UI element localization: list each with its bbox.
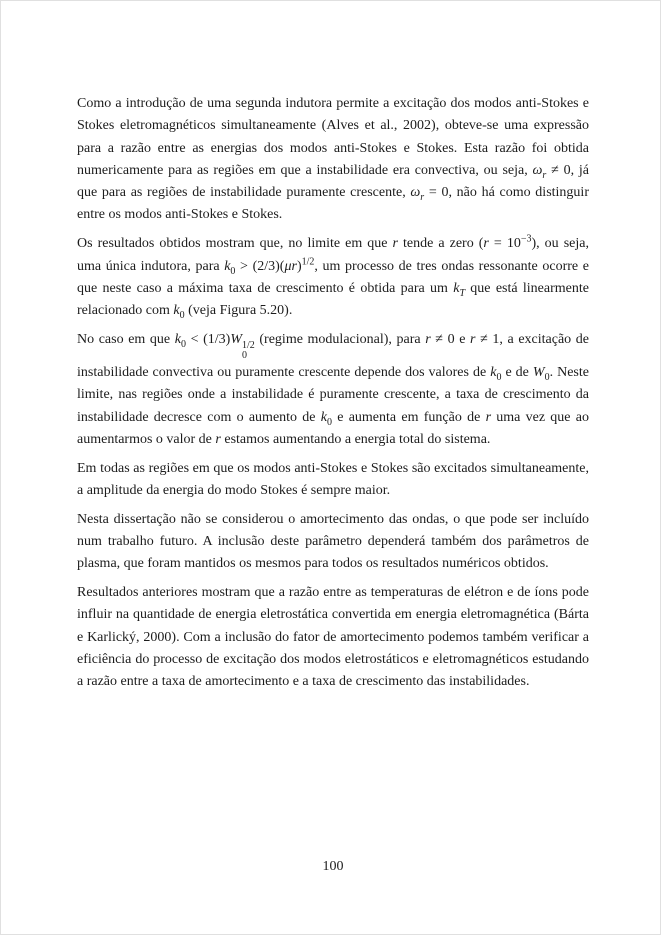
math-symbol: r	[485, 409, 492, 425]
math-symbol: r	[420, 191, 425, 203]
text-block	[77, 93, 589, 700]
math-symbol: r	[392, 236, 398, 252]
math-symbol: r	[542, 169, 547, 181]
body-text: )	[296, 258, 302, 274]
body-text: > (2/3)(	[235, 258, 285, 274]
body-text: ), ou seja, uma única indutora, para	[77, 236, 589, 274]
body-text: e aumenta em função de	[331, 409, 486, 425]
math-symbol: −3	[520, 233, 532, 245]
paragraph	[77, 233, 589, 322]
math-symbol: 1/2	[301, 255, 315, 267]
body-text: (regime modulacional), para	[254, 331, 426, 347]
body-text: e de	[501, 364, 533, 380]
body-text: estamos aumentando a energia total do sistema.	[220, 431, 491, 447]
body-text: = 10	[488, 236, 521, 252]
body-text: ≠ 0, já que para as regiões de instabilidade puramente crescente,	[77, 162, 589, 201]
body-text: , um processo de tres ondas ressonante ocorre e que neste caso a máxima taxa de crescimento é obtida para um	[77, 258, 589, 296]
body-text: tende a zero (	[398, 236, 484, 252]
math-symbol: W	[230, 331, 242, 347]
math-symbol: k	[490, 364, 497, 380]
math-symbol: T	[459, 287, 465, 299]
paragraph	[77, 582, 589, 693]
body-text: = 0, não há como distinguir entre os modos anti-Stokes e Stokes.	[77, 185, 589, 223]
body-text: Nesta dissertação não se considerou o amortecimento das ondas, o que pode ser incluído num trabalho futuro. A inclusão deste parâmetro dependerá também dos parâmetros de plasma, que foram mantidos os mesmos para todos os resultados numéricos obtidos.	[77, 511, 589, 572]
math-symbol: r	[470, 331, 476, 347]
math-symbol: k	[320, 409, 327, 425]
body-text: Como a introdução de uma segunda indutora permite a excitação dos modos anti-Stokes e Stokes eletromagnéticos simultaneamente (Alves et al., 2002), obteve-se uma expressão para a razão entre as energias dos modos anti-Stokes e Stokes. Esta razão foi obtida numericamente para as regiões em que a instabilidade era convectiva, ou seja,	[77, 96, 589, 178]
math-symbol: k	[174, 331, 181, 347]
page-number: 100	[322, 859, 344, 874]
math-symbol: ω	[410, 185, 421, 201]
math-symbol: μr	[284, 258, 297, 274]
body-text: . Neste limite, nas regiões onde a instabilidade é puramente crescente, a taxa de crescimento da instabilidade decresce com o aumento de	[77, 364, 589, 425]
math-symbol: 0	[326, 416, 332, 428]
math-symbol: 0	[496, 371, 502, 383]
body-text: Os resultados obtidos mostram que, no limite em que	[77, 236, 393, 252]
body-text: Resultados anteriores mostram que a razão entre as temperaturas de elétron e de íons pode influir na quantidade de energia eletrostática convertida em energia eletromagnética (Bárta e Karlický, 2000). Com a inclusão do fator de amortecimento podemos também verificar a eficiência do processo de excitação dos modos eletrostáticos e eletromagnéticos estudando a razão entre a taxa de amortecimento e a taxa de crescimento das instabilidades.	[77, 585, 589, 690]
paragraph	[77, 458, 589, 503]
math-symbol: 0	[544, 371, 550, 383]
paragraph	[77, 509, 589, 576]
math-symbol: 0	[230, 265, 236, 277]
body-text: ≠ 0 e	[430, 331, 471, 347]
math-symbol: ω	[532, 162, 543, 178]
body-text: Em todas as regiões em que os modos anti-Stokes e Stokes são excitados simultaneamente, a amplitude da energia do modo Stokes é sempre maior.	[77, 460, 589, 498]
math-symbol: k	[453, 280, 460, 296]
paragraph	[77, 93, 589, 227]
body-text: que está linearmente relacionado com	[77, 280, 589, 319]
body-text: (veja Figura 5.20).	[184, 303, 293, 319]
math-symbol: k	[224, 258, 231, 274]
math-symbol: 0	[180, 338, 186, 350]
math-symbol: r	[215, 431, 221, 447]
body-text: uma vez que ao aumentarmos o valor de	[77, 409, 589, 447]
math-symbol: W	[532, 364, 545, 380]
body-text: < (1/3)	[185, 331, 231, 347]
math-symbol: k	[173, 303, 180, 319]
math-symbol: 0	[179, 309, 185, 321]
body-text: ≠ 1, a excitação de instabilidade convectiva ou puramente crescente depende dos valores de	[77, 331, 590, 380]
math-symbol: r	[483, 236, 489, 252]
paragraph	[77, 329, 589, 451]
math-symbol: r	[425, 331, 431, 347]
body-text: No caso em que	[77, 331, 175, 347]
math-subsup: 1/2 0	[242, 339, 255, 362]
